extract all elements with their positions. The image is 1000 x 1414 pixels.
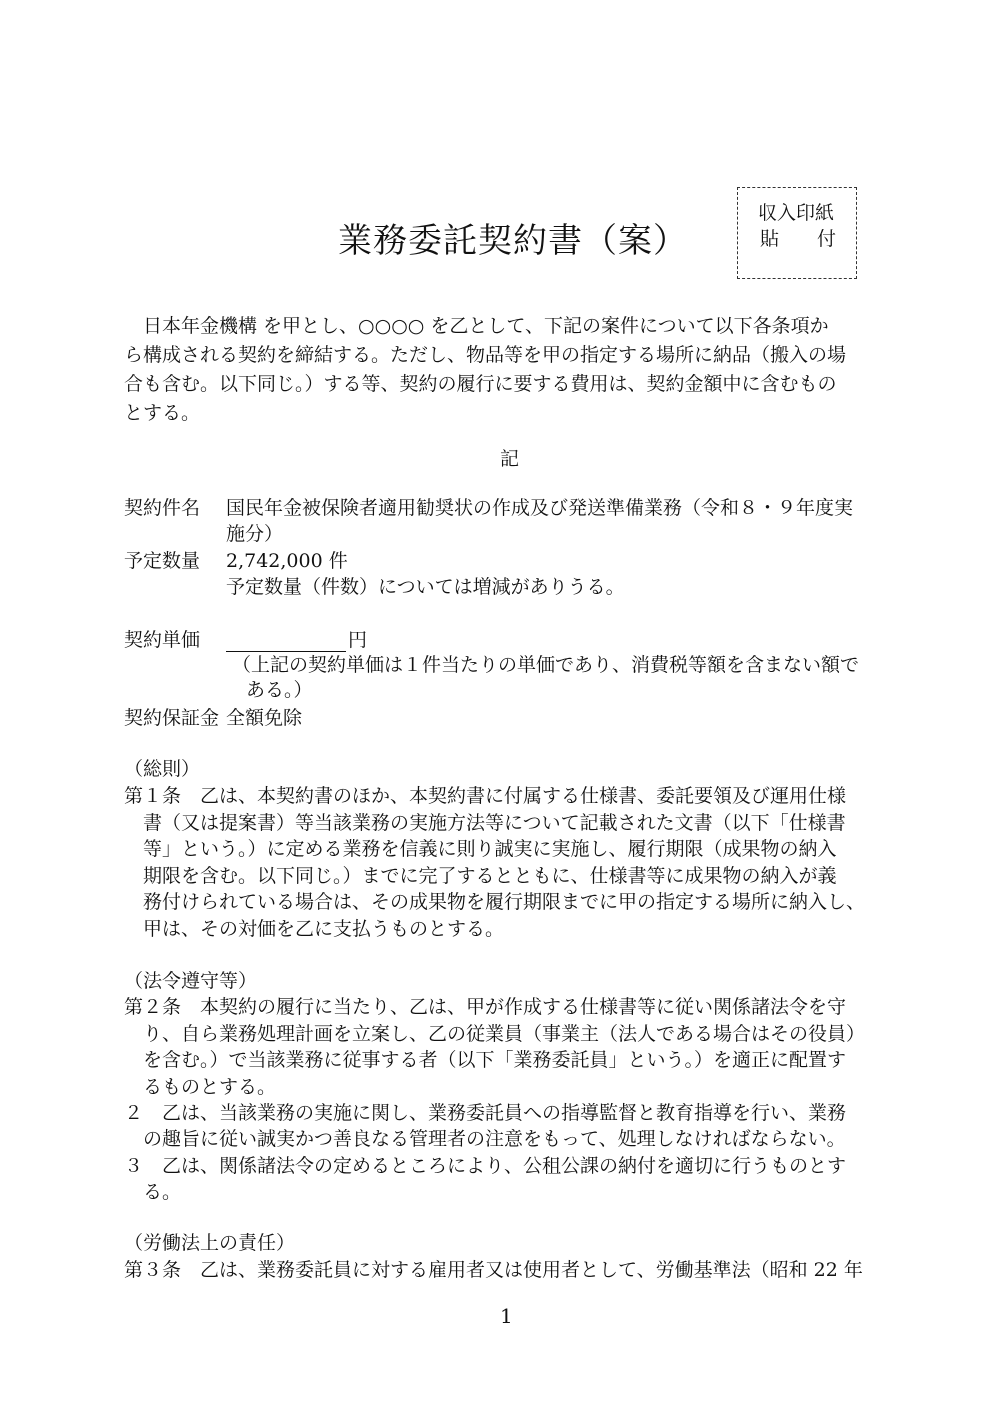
article-1-line-2: 書（又は提案書）等当該業務の実施方法等について記載された文書（以下「仕様書 <box>143 812 846 834</box>
unit-price-field <box>226 628 367 652</box>
article-2-para-2-line-2: の趣旨に従い誠実かつ善良なる管理者の注意をもって、処理しなければならない。 <box>143 1128 846 1150</box>
article-3-heading: （労働法上の責任） <box>124 1232 296 1254</box>
deposit-label: 契約保証金 <box>124 707 220 729</box>
contract-name-value-1: 国民年金被保険者適用勧奨状の作成及び発送準備業務（令和８・９年度実 <box>226 497 854 519</box>
unit-price-blank <box>226 631 346 652</box>
article-2-line-4: るものとする。 <box>143 1076 277 1098</box>
article-2-heading: （法令遵守等） <box>124 970 258 992</box>
unit-price-note-2: ある。） <box>246 679 313 701</box>
contract-name-value-2: 施分） <box>226 523 284 545</box>
intro-line-3: 合も含む。以下同じ。）する等、契約の履行に要する費用は、契約金額中に含むもの <box>124 373 837 395</box>
article-2-para-3-line-2: る。 <box>143 1181 182 1203</box>
deposit-value: 全額免除 <box>226 707 303 729</box>
article-2-line-2: り、自ら業務処理計画を立案し、乙の従業員（事業主（法人である場合はその役員） <box>143 1023 866 1045</box>
intro-line-1: 日本年金機構 を甲とし、○○○○ を乙として、下記の案件について以下各条項か <box>124 315 829 337</box>
contract-name-label: 契約件名 <box>124 497 201 519</box>
article-1-heading: （総則） <box>124 758 201 780</box>
ki-heading: 記 <box>500 448 520 470</box>
unit-price-label: 契約単価 <box>124 629 201 651</box>
quantity-value: 2,742,000 件 <box>226 550 348 572</box>
article-1-line-5: 務付けられている場合は、その成果物を履行期限までに甲の指定する場所に納入し、 <box>143 891 866 913</box>
stamp-label-line2: 貼 付 <box>760 228 837 250</box>
article-2-para-3-line-1: ３ 乙は、関係諸法令の定めるところにより、公租公課の納付を適切に行うものとす <box>124 1155 847 1177</box>
article-2-para-2-line-1: ２ 乙は、当該業務の実施に関し、業務委託員への指導監督と教育指導を行い、業務 <box>124 1102 847 1124</box>
article-1-line-6: 甲は、その対価を乙に支払うものとする。 <box>143 918 505 940</box>
quantity-note: 予定数量（件数）については増減がありうる。 <box>226 576 625 598</box>
article-1-line-3: 等」という。）に定める業務を信義に則り誠実に実施し、履行期限（成果物の納入 <box>143 838 837 860</box>
article-2-line-1: 第２条 本契約の履行に当たり、乙は、甲が作成する仕様書等に従い関係諸法令を守 <box>124 996 847 1018</box>
quantity-label: 予定数量 <box>124 550 201 572</box>
article-1-line-1: 第１条 乙は、本契約書のほか、本契約書に付属する仕様書、委託要領及び運用仕様 <box>124 785 847 807</box>
stamp-label-line1: 収入印紙 <box>758 202 835 224</box>
page-title: 業務委託契約書（案） <box>338 221 688 261</box>
unit-price-suffix: 円 <box>348 629 368 651</box>
article-2-line-3: を含む。）で当該業務に従事する者（以下「業務委託員」という。）を適正に配置す <box>143 1049 847 1071</box>
article-3-line-1: 第３条 乙は、業務委託員に対する雇用者又は使用者として、労働基準法（昭和 22 年 <box>124 1259 863 1281</box>
page-number: 1 <box>500 1304 513 1328</box>
intro-line-4: とする。 <box>124 402 201 424</box>
article-1-line-4: 期限を含む。以下同じ。）までに完了するとともに、仕様書等に成果物の納入が義 <box>143 865 837 887</box>
intro-line-2: ら構成される契約を締結する。ただし、物品等を甲の指定する場所に納品（搬入の場 <box>124 344 847 366</box>
unit-price-note-1: （上記の契約単価は１件当たりの単価であり、消費税等額を含まない額で <box>232 654 860 676</box>
revenue-stamp-box <box>737 187 857 279</box>
